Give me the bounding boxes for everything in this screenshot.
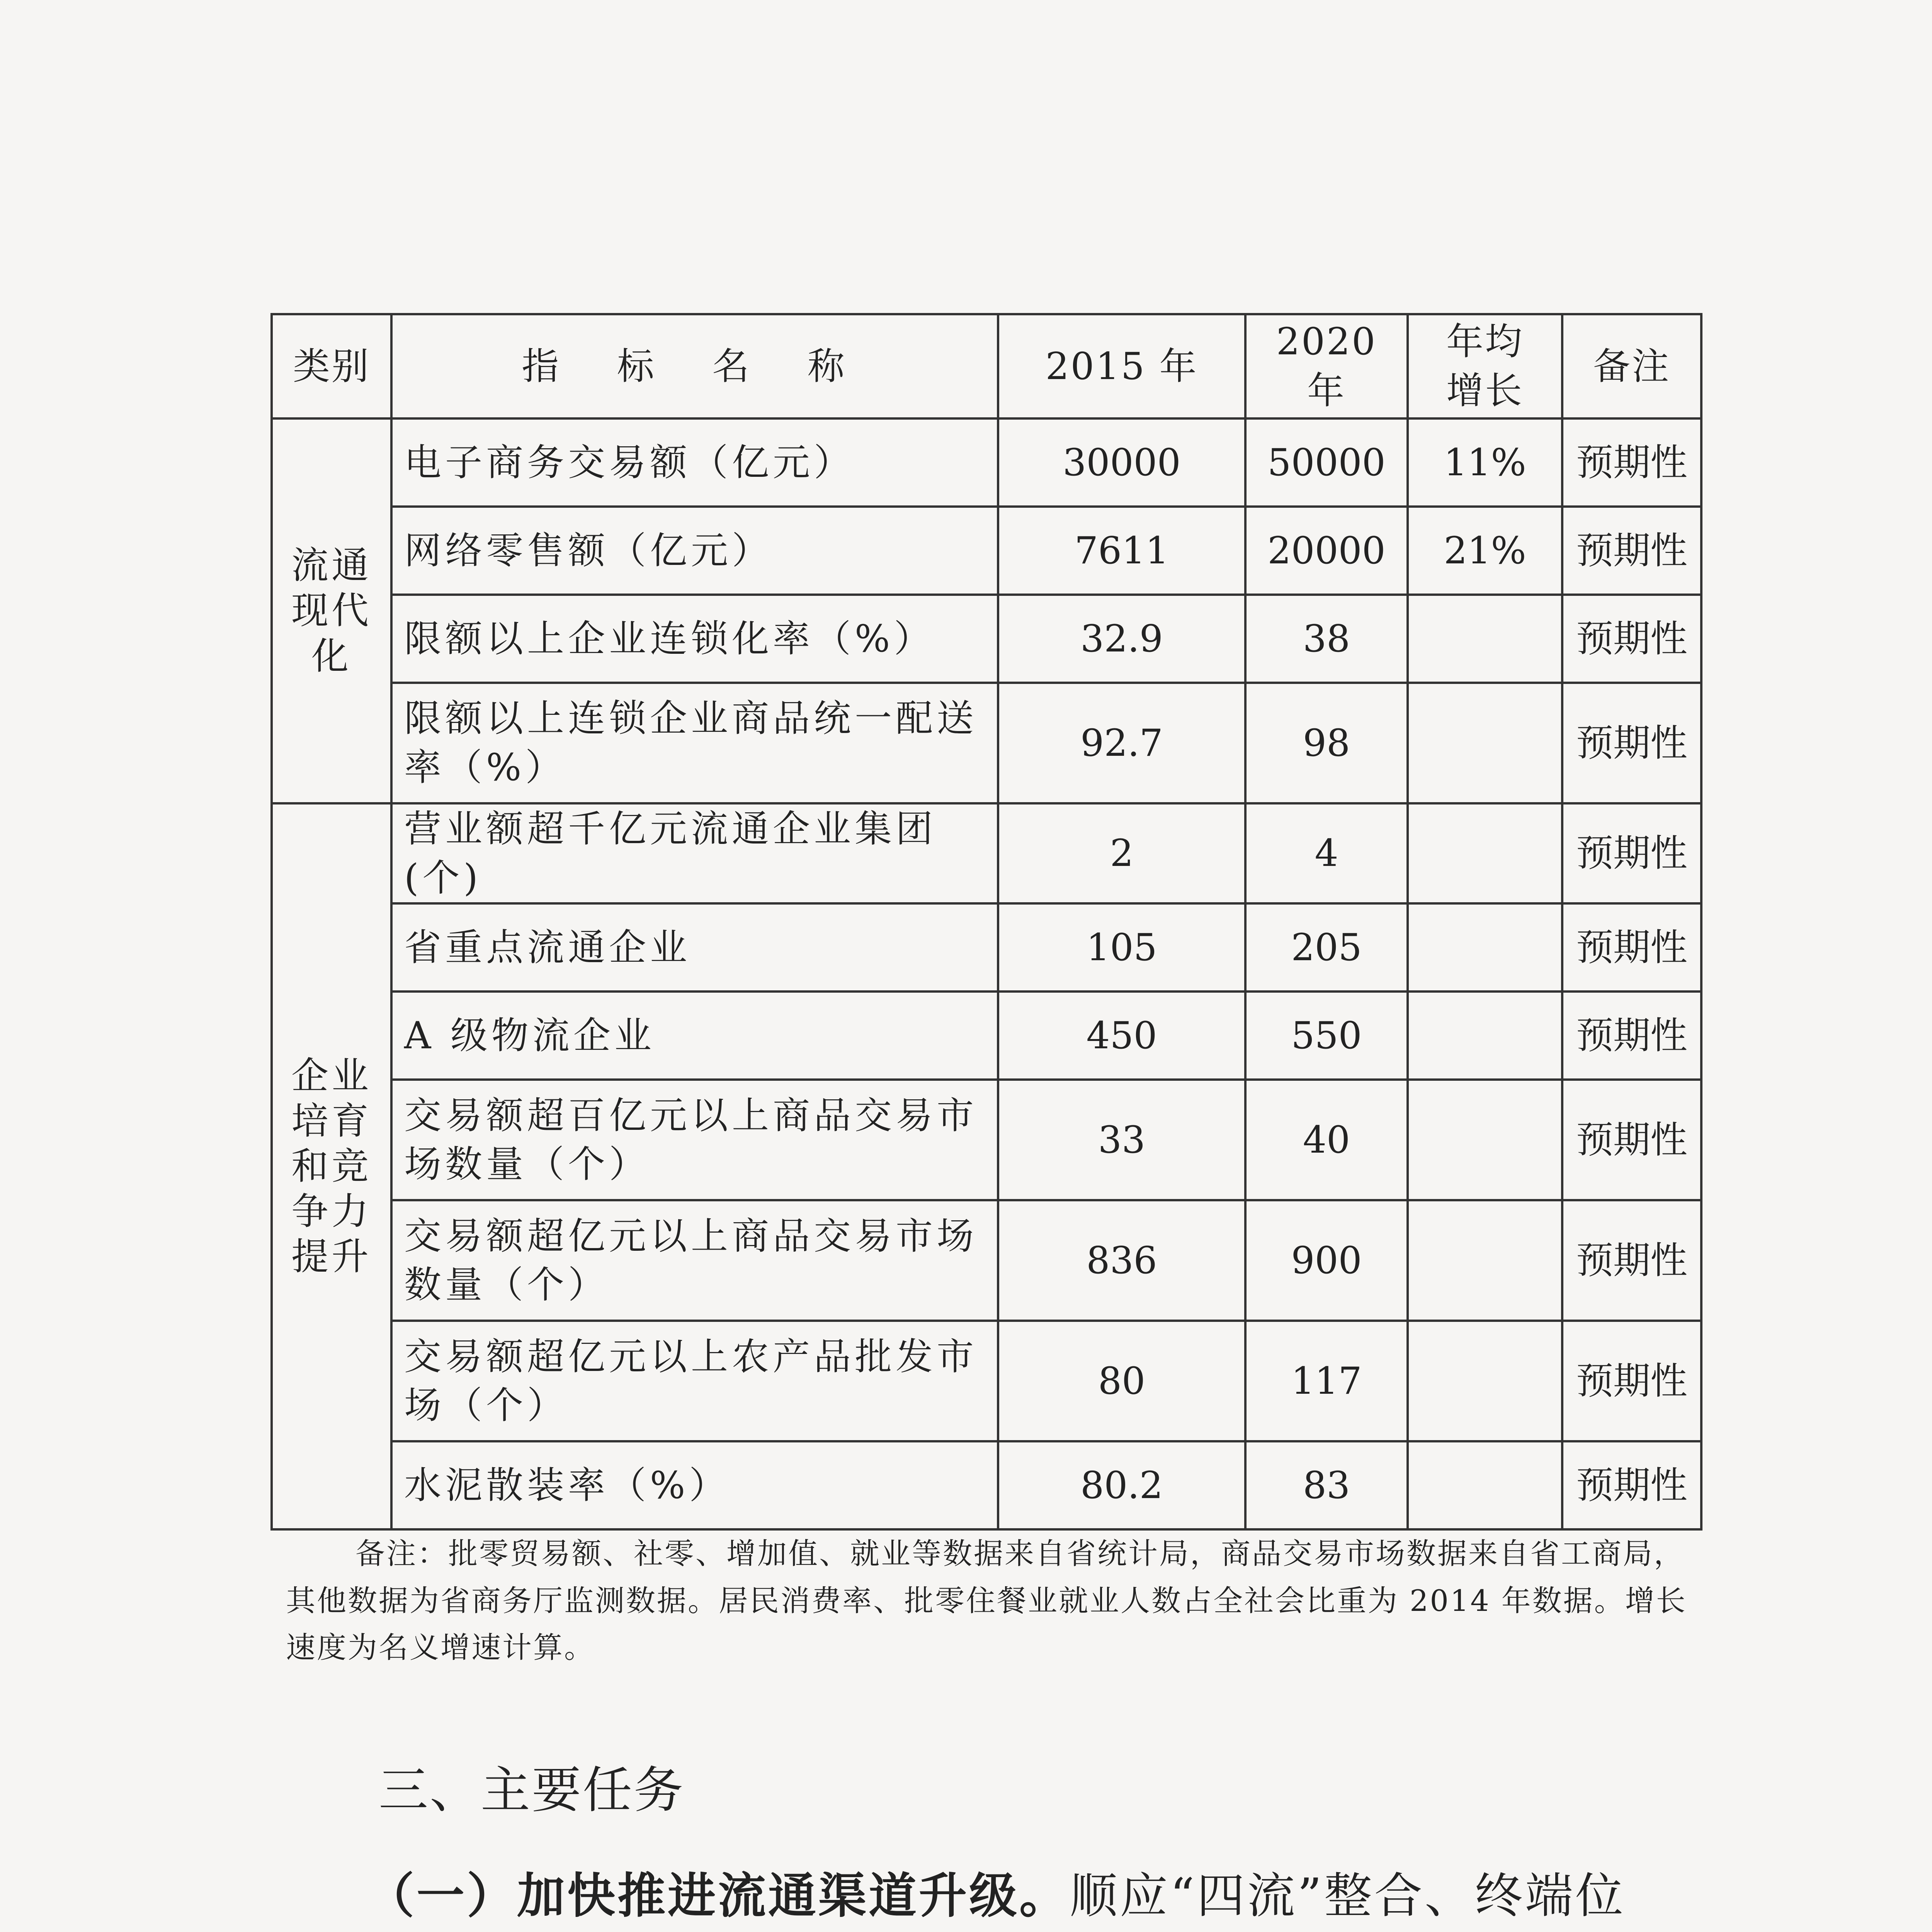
value-2015: 92.7 xyxy=(998,683,1245,803)
value-note: 预期性 xyxy=(1562,507,1701,595)
header-2020: 2020 年 xyxy=(1245,314,1408,418)
value-2015: 80.2 xyxy=(998,1441,1245,1529)
value-note: 预期性 xyxy=(1562,1080,1701,1200)
metrics-table xyxy=(270,313,1702,1531)
header-category: 类别 xyxy=(272,314,391,418)
value-2015: 836 xyxy=(998,1200,1245,1321)
metric-name: A 级物流企业 xyxy=(391,992,998,1080)
value-note: 预期性 xyxy=(1562,903,1701,992)
table-row xyxy=(272,1080,1701,1200)
value-note: 预期性 xyxy=(1562,1321,1701,1441)
table-row xyxy=(272,903,1701,992)
value-2015: 2 xyxy=(998,803,1245,903)
table-footnote: 备注：批零贸易额、社零、增加值、就业等数据来自省统计局，商品交易市场数据来自省工商局，其他数据为省商务厅监测数据。居民消费率、批零住餐业就业人数占全社会比重为 2014 年数据。增长速度为名义增速计算。 xyxy=(286,1536,1687,1665)
value-2015: 32.9 xyxy=(998,595,1245,683)
paragraph-lead: （一）加快推进流通渠道升级。 xyxy=(366,1868,1070,1924)
value-2020: 20000 xyxy=(1245,507,1408,595)
value-2015: 450 xyxy=(998,992,1245,1080)
value-2020: 4 xyxy=(1245,803,1408,903)
value-2020: 83 xyxy=(1245,1441,1408,1529)
category-cell: 流通现代化 xyxy=(272,418,391,803)
value-cagr: 11% xyxy=(1408,418,1562,507)
metric-name: 省重点流通企业 xyxy=(391,903,998,992)
table-row xyxy=(272,683,1701,803)
value-2020: 900 xyxy=(1245,1200,1408,1321)
value-note: 预期性 xyxy=(1562,1200,1701,1321)
category-cell: 企业培育和竞争力提升 xyxy=(272,803,391,1529)
body-paragraph xyxy=(270,1855,1700,1932)
metric-name: 限额以上连锁企业商品统一配送率（%） xyxy=(391,683,998,803)
value-cagr xyxy=(1408,683,1562,803)
value-2015: 33 xyxy=(998,1080,1245,1200)
value-2015: 105 xyxy=(998,903,1245,992)
metric-name: 营业额超千亿元流通企业集团(个) xyxy=(391,803,998,903)
value-cagr xyxy=(1408,595,1562,683)
table-row xyxy=(272,507,1701,595)
value-2020: 50000 xyxy=(1245,418,1408,507)
value-cagr xyxy=(1408,1321,1562,1441)
value-cagr xyxy=(1408,803,1562,903)
table-row xyxy=(272,803,1701,903)
paragraph-body: 顺应“四流”整合、终端位 xyxy=(1070,1868,1626,1924)
value-2020: 117 xyxy=(1245,1321,1408,1441)
value-note: 预期性 xyxy=(1562,1441,1701,1529)
value-cagr xyxy=(1408,903,1562,992)
value-2020: 205 xyxy=(1245,903,1408,992)
table-row xyxy=(272,595,1701,683)
value-2020: 40 xyxy=(1245,1080,1408,1200)
value-cagr xyxy=(1408,992,1562,1080)
value-2020: 38 xyxy=(1245,595,1408,683)
table-row xyxy=(272,992,1701,1080)
value-2020: 98 xyxy=(1245,683,1408,803)
value-note: 预期性 xyxy=(1562,595,1701,683)
value-note: 预期性 xyxy=(1562,992,1701,1080)
section-heading: 三、主要任务 xyxy=(379,1762,685,1819)
value-note: 预期性 xyxy=(1562,803,1701,903)
table-row xyxy=(272,1321,1701,1441)
table-header-row xyxy=(272,314,1701,418)
value-cagr: 21% xyxy=(1408,507,1562,595)
header-2015: 2015 年 xyxy=(998,314,1245,418)
header-cagr: 年均增长 xyxy=(1408,314,1562,418)
metric-name: 网络零售额（亿元） xyxy=(391,507,998,595)
value-note: 预期性 xyxy=(1562,683,1701,803)
table-row xyxy=(272,1200,1701,1321)
value-2015: 30000 xyxy=(998,418,1245,507)
value-note: 预期性 xyxy=(1562,418,1701,507)
value-cagr xyxy=(1408,1200,1562,1321)
table-row xyxy=(272,418,1701,507)
value-cagr xyxy=(1408,1080,1562,1200)
metric-name: 限额以上企业连锁化率（%） xyxy=(391,595,998,683)
value-cagr xyxy=(1408,1441,1562,1529)
metric-name: 交易额超亿元以上商品交易市场数量（个） xyxy=(391,1200,998,1321)
table-row xyxy=(272,1441,1701,1529)
value-2020: 550 xyxy=(1245,992,1408,1080)
value-2015: 80 xyxy=(998,1321,1245,1441)
metric-name: 交易额超百亿元以上商品交易市场数量（个） xyxy=(391,1080,998,1200)
metric-name: 水泥散装率（%） xyxy=(391,1441,998,1529)
metric-name: 电子商务交易额（亿元） xyxy=(391,418,998,507)
metric-name: 交易额超亿元以上农产品批发市场（个） xyxy=(391,1321,998,1441)
header-name: 指 标 名 称 xyxy=(391,314,998,418)
value-2015: 7611 xyxy=(998,507,1245,595)
header-note: 备注 xyxy=(1562,314,1701,418)
